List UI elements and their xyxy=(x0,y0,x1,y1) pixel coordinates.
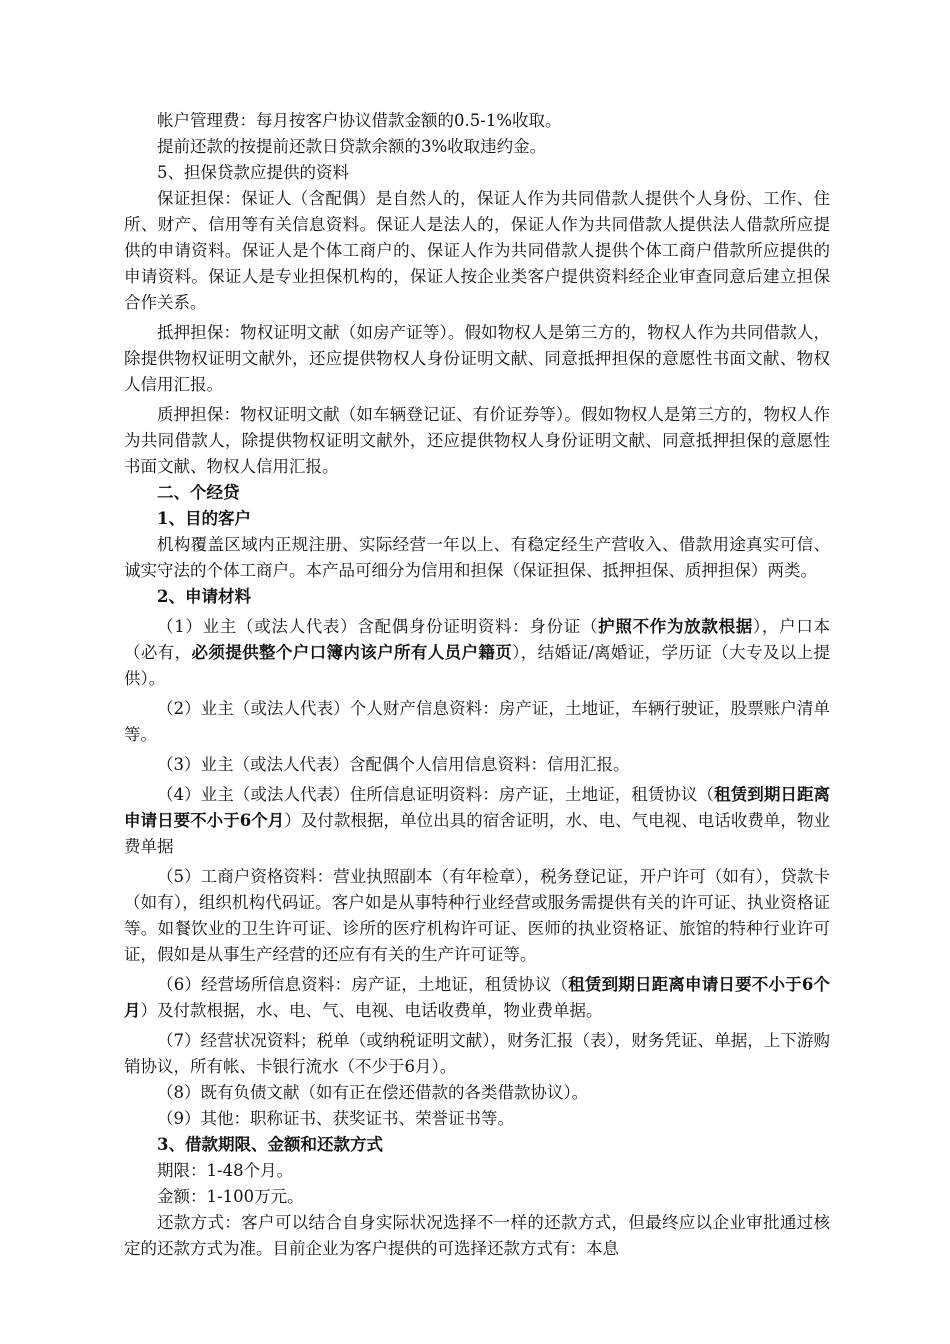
material-item-6 xyxy=(124,972,830,1024)
material-item-1 xyxy=(124,614,830,692)
section-heading-business-loan: 二、个经贷 xyxy=(157,483,240,502)
material-item-5: （5）工商户资格资料：营业执照副本（有年检章），税务登记证，开户许可（如有），贷款卡（如有），组织机构代码证。客户如是从事特种行业经营或服务需提供有关的许可证、执业资格证等。如餐饮业的卫生许可证、诊所的医疗机构许可证、医师的执业资格证、旅馆的特种行业许可证，假如是从事生产经营的还应有有关的生产许可证等。 xyxy=(124,867,830,964)
material-4-text-a: （4）业主（或法人代表）住所信息证明资料：房产证，土地证，租赁协议（ xyxy=(157,785,715,804)
pledge-paragraph: 质押担保：物权证明文献（如车辆登记证、有价证券等）。假如物权人是第三方的，物权人作为共同借款人，除提供物权证明文献外，还应提供物权人身份证明文献、同意抵押担保的意愿性书面文献、物权人信用汇报。 xyxy=(124,405,830,476)
material-6-text-c: ）及付款根据，水、电、气、电视、电话收费单，物业费单据。 xyxy=(140,1001,603,1020)
material-item-9: （9）其他：职称证书、获奖证书、荣誉证书等。 xyxy=(157,1109,514,1128)
mortgage-paragraph: 抵押担保：物权证明文献（如房产证等）。假如物权人是第三方的，物权人作为共同借款人，除提供物权证明文献外，还应提供物权人身份证明文献、同意抵押担保的意愿性书面文献、物权人信用汇报。 xyxy=(124,323,830,394)
material-item-4 xyxy=(124,782,830,860)
material-1-text-a: （1）业主（或法人代表）含配偶身份证明资料：身份证（ xyxy=(157,617,599,636)
loan-amount-line: 金额：1-100万元。 xyxy=(157,1187,304,1206)
material-item-7: （7）经营状况资料；税单（或纳税证明文献），财务汇报（表），财务凭证、单据，上下游购销协议，所有帐、卡银行流水（不少于6月）。 xyxy=(124,1031,830,1076)
guarantee-materials-heading: 5、担保贷款应提供的资料 xyxy=(157,163,349,182)
account-fee-paragraph: 帐户管理费：每月按客户协议借款金额的0.5-1%收取。 xyxy=(157,111,562,130)
material-4-text-c: ）及付款根据，单位出具的宿舍证明，水、电、气电视、电话收费单，物业费单据 xyxy=(124,811,830,856)
material-item-2: （2）业主（或法人代表）个人财产信息资料：房产证，土地证，车辆行驶证，股票账户清单等。 xyxy=(124,699,830,744)
document-body xyxy=(124,108,830,1262)
material-1-bold-passport: 护照不作为放款根据 xyxy=(598,617,753,636)
heading-target-customers: 1、目的客户 xyxy=(157,509,251,528)
target-customers-paragraph: 机构覆盖区域内正规注册、实际经营一年以上、有稳定经生产营收入、借款用途真实可信、诚实守法的个体工商户。本产品可细分为信用和担保（保证担保、抵押担保、质押担保）两类。 xyxy=(124,535,830,580)
material-6-text-a: （6）经营场所信息资料：房产证，土地证，租赁协议（ xyxy=(157,975,569,994)
material-1-bold-hukou: 必须提供整个户口簿内该户所有人员户籍页 xyxy=(191,643,513,662)
heading-application-materials: 2、申请材料 xyxy=(157,587,251,606)
repayment-paragraph: 还款方式：客户可以结合自身实际状况选择不一样的还款方式，但最终应以企业审批通过核定的还款方式为准。目前企业为客户提供的可选择还款方式有：本息 xyxy=(124,1213,830,1258)
material-1-text-c: ），户口本（必有， xyxy=(124,617,831,662)
material-item-3: （3）业主（或法人代表）含配偶个人信用信息资料：信用汇报。 xyxy=(157,755,630,774)
material-item-8: （8）既有负债文献（如有正在偿还借款的各类借款协议）。 xyxy=(157,1083,589,1102)
loan-term-line: 期限：1-48个月。 xyxy=(157,1161,294,1180)
material-6-bold-lease: 租赁到期日距离申请日要不小于6个月 xyxy=(124,975,831,1020)
material-4-bold-lease: 租赁到期日距离申请日要不小于6个月 xyxy=(124,785,830,830)
guarantee-paragraph: 保证担保：保证人（含配偶）是自然人的，保证人作为共同借款人提供个人身份、工作、住所、财产、信用等有关信息资料。保证人是法人的，保证人作为共同借款人提供法人借款所应提供的申请资料。保证人是个体工商户的、保证人作为共同借款人提供个体工商户借款所应提供的申请资料。保证人是专业担保机构的，保证人按企业类客户提供资料经企业审查同意后建立担保合作关系。 xyxy=(124,189,830,312)
heading-loan-terms: 3、借款期限、金额和还款方式 xyxy=(157,1135,383,1154)
material-1-text-e: ），结婚证/离婚证，学历证（大专及以上提供）。 xyxy=(124,643,831,688)
prepayment-paragraph: 提前还款的按提前还款日贷款余额的3%收取违约金。 xyxy=(157,137,547,156)
